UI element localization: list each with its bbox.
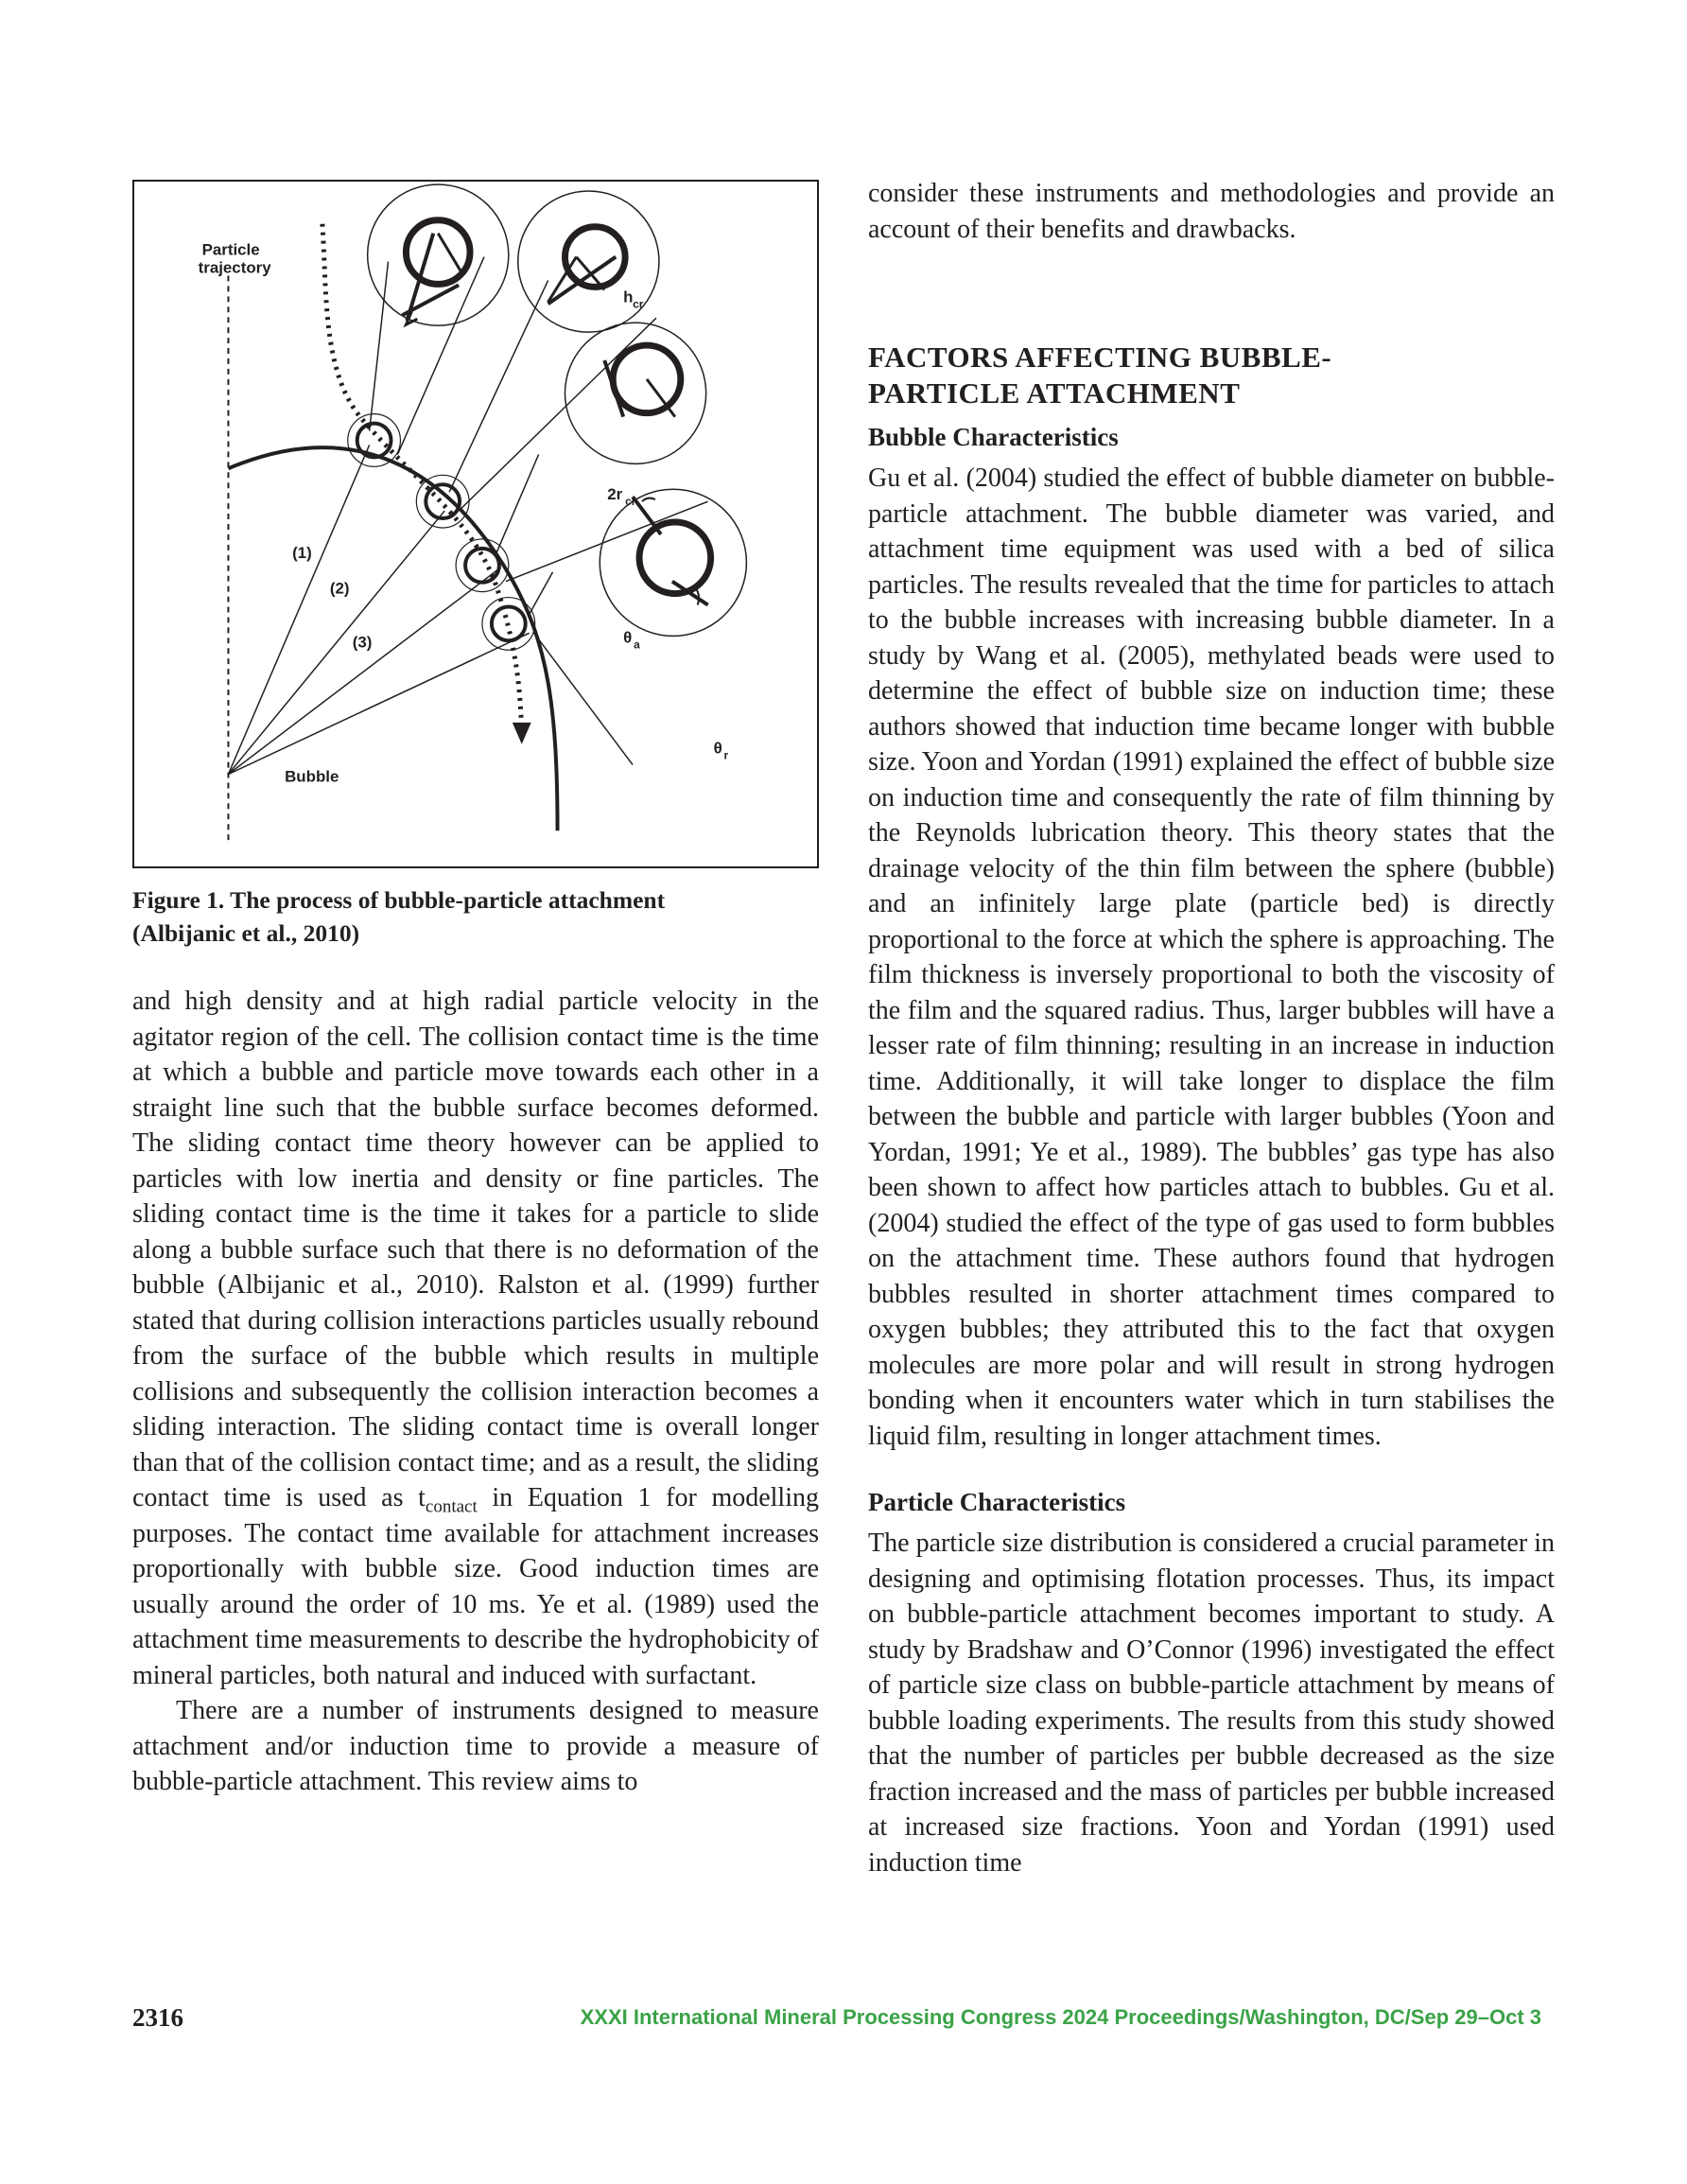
page-number: 2316 (132, 2003, 183, 2032)
section-heading-line-2: PARTICLE ATTACHMENT (868, 376, 1241, 410)
left-paragraph-1-part-b: in Equation 1 for modelling purposes. The contact time available for attachment increases proportionally with bubble size. Good induction times are usually around the order of 10 ms. Ye et al. (1989) used the attachment time measurements to describe the hydrophobicity of mineral particles, both natural and induced with surfactant. (132, 1483, 819, 1690)
label-step-1: (1) (292, 543, 312, 562)
label-step-2: (2) (329, 579, 350, 598)
left-paragraph-1-part-a: and high density and at high radial particle velocity in the agitator region of the cell. The collision contact time is the time at which a bubble and particle move towards each other in a straight line such that the bubble surface becomes deformed. The sliding contact time theory however can be applied to particles with low inertia and density or fine particles. The sliding contact time is the time it takes for a particle to slide along a bubble surface such that there is no deformation of the bubble (Albijanic et al., 2010). Ralston et al. (1999) further stated that during collision interactions particles usually rebound from the surface of the bubble which results in multiple collisions and subsequently the collision interaction becomes a sliding interaction. The sliding contact time is overall longer than that of the collision contact time; and as a result, the sliding contact time is used as t (132, 987, 819, 1512)
label-2rcr: 2r (607, 485, 623, 504)
bubble-particle-attachment-diagram (134, 182, 817, 866)
figure-caption (132, 883, 819, 950)
right-column (868, 176, 1555, 1880)
section-heading (868, 340, 1555, 411)
caption-line-1: Figure 1. The process of bubble-particle attachment (132, 886, 666, 914)
right-paragraph-0: consider these instruments and methodologies and provide an account of their benefits and drawbacks. (868, 179, 1555, 244)
label-theta-a-sub: a (634, 638, 640, 652)
label-theta-a: θ (623, 628, 633, 647)
label-theta-r-sub: r (723, 748, 729, 762)
trajectory-arrow-icon (513, 723, 531, 744)
subheading-particle-characteristics: Particle Characteristics (868, 1488, 1126, 1516)
figure-1 (132, 180, 819, 868)
right-paragraph-2: The particle size distribution is considered a crucial parameter in designing and optimising flotation processes. Thus, its impact on bubble-particle attachment becomes important to study. A study by Bradshaw and O’Connor (1996) investigated the effect of particle size class on bubble-particle attachment by means of bubble loading experiments. The results from this study showed that the number of particles per bubble decreased as the size fraction increased and the mass of particles per bubble increased at increased size fractions. Yoon and Yordan (1991) used induction time (868, 1529, 1555, 1878)
left-paragraph-1 (132, 984, 819, 1693)
running-footer: XXXI International Mineral Processing Congress 2024 Proceedings/Washington, DC/Sep 29–Oct 3 (580, 2005, 1541, 2029)
label-theta-r: θ (713, 739, 722, 758)
left-paragraph-2: There are a number of instruments designed to measure attachment and/or induction time to provide a measure of bubble-particle attachment. This review aims to (132, 1696, 819, 1796)
right-paragraph-1: Gu et al. (2004) studied the effect of bubble diameter on bubble-particle attachment. The bubble diameter was varied, and attachment time equipment was used with a bed of silica particles. The results revealed that the time for particles to attach to the bubble increases with increasing bubble diameter. In a study by Wang et al. (2005), methylated beads were used to determine the effect of bubble size on induction time; these authors showed that induction time became longer with bubble size. Yoon and Yordan (1991) explained the effect of bubble size on induction time and consequently the rate of film thinning by the Reynolds lubrication theory. This theory states that the drainage velocity of the thin film between the sphere (bubble) and an infinitely large plate (particle bed) is directly proportional to the force at which the sphere is approaching. The film thickness is inversely proportional to both the viscosity of the film and the squared radius. Thus, larger bubbles will have a lesser rate of film thinning; resulting in an increase in induction time. Additionally, it will take longer to displace the film between the bubble and particle with larger bubbles (Yoon and Yordan, 1991; Ye et al., 1989). The bubbles’ gas type has also been shown to affect how particles attach to bubbles. Gu et al. (2004) studied the effect of the type of gas used to form bubbles on the attachment time. These authors found that hydrogen bubbles resulted in shorter attachment times compared to oxygen bubbles; they attributed this to the fact that oxygen molecules are more polar and will result in strong hydrogen bonding when it encounters water which in turn stabilises the liquid film, resulting in longer attachment times. (868, 463, 1555, 1451)
label-hcr-sub: cr (633, 297, 644, 311)
left-column (132, 984, 819, 1800)
caption-line-2: (Albijanic et al., 2010) (132, 919, 360, 947)
t-contact-subscript: contact (425, 1496, 478, 1517)
label-2rcr-sub: cr (625, 495, 636, 509)
label-bubble: Bubble (285, 767, 339, 786)
section-heading-line-1: FACTORS AFFECTING BUBBLE- (868, 341, 1332, 374)
label-trajectory: trajectory (198, 258, 271, 277)
label-particle: Particle (201, 240, 260, 259)
label-hcr: h (623, 288, 634, 306)
label-step-3: (3) (352, 633, 373, 652)
subheading-bubble-characteristics: Bubble Characteristics (868, 423, 1119, 451)
